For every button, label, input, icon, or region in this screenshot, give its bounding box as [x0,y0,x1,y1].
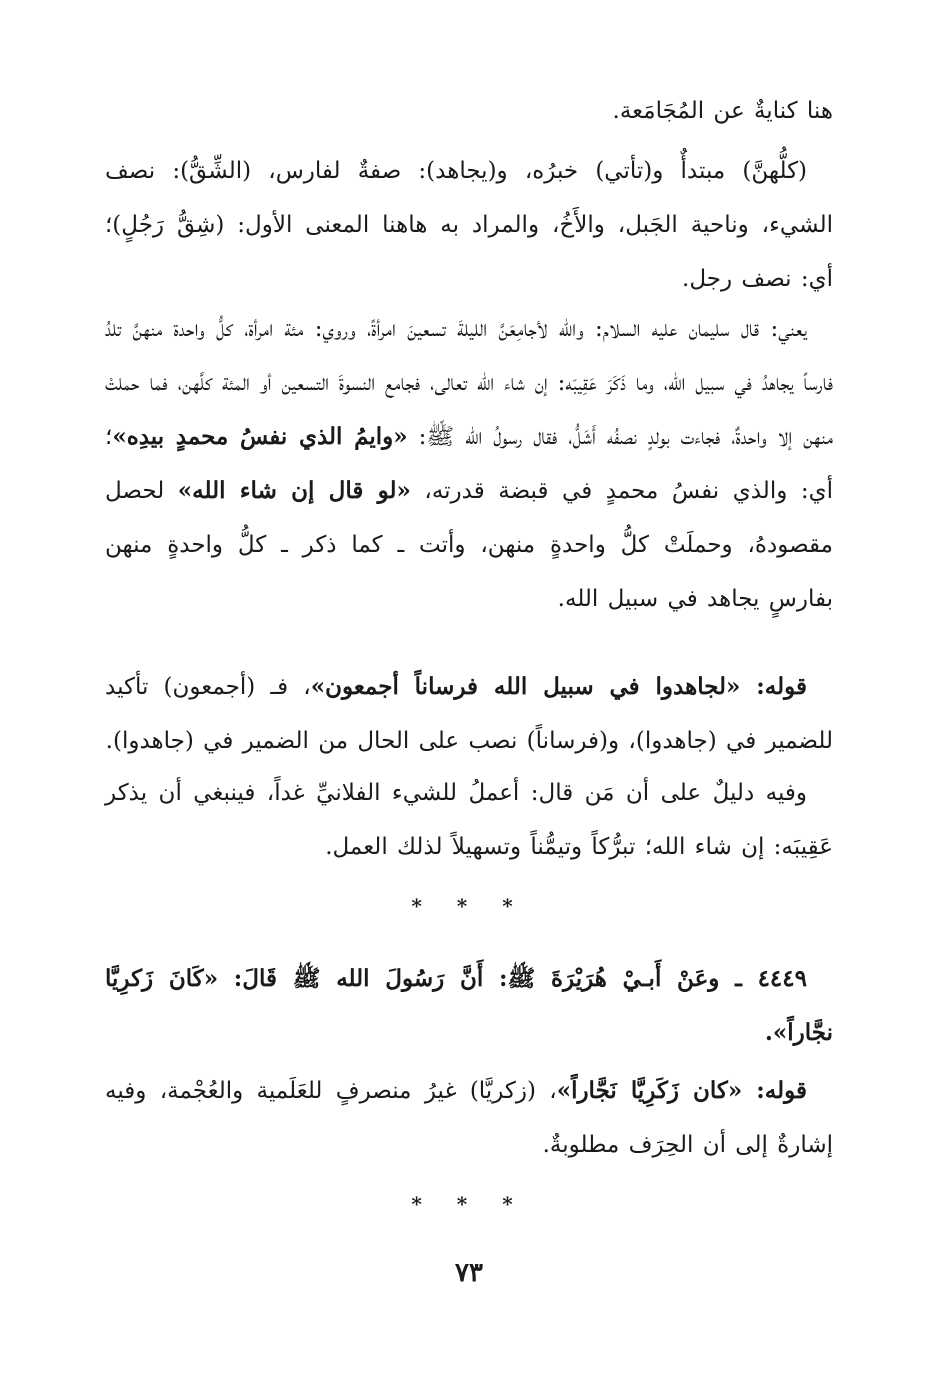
paragraph-text [105,1064,833,1172]
paragraph-text [105,302,833,626]
paragraph-4 [105,660,833,768]
text-segment: قوله: [742,1077,807,1104]
paragraph-1 [105,84,833,138]
paragraph-3 [105,302,833,626]
text-segment: وفيه دليلٌ على أن مَن قال: أعملُ للشيء الفلانيِّ غداً، فينبغي أن يذكر عَقِيبَه: إن شاء الله؛ تبرُّكاً وتيمُّناً وتسهيلاً لذلك العمل. [105,780,833,860]
paragraph-2 [105,144,833,306]
paragraph-5 [105,766,833,874]
page-number: ٧٣ [455,1258,483,1288]
hadith-quote: «وايمُ الذي نفسُ محمدٍ بيدِه» [112,423,408,450]
paragraph-6 [105,952,833,1060]
hadith-quote: «لجاهدوا في سبيل الله فرساناً أجمعون» [310,673,741,700]
text-segment: يعني: قال سليمان عليه السلام: والله لأجامِعَنَّ الليلةَ تسعينَ امرأةً، وروي: مئة امرأة، كلُّ واحدة منهنَّ تلدُ فارساً يجاهدُ في سبيل الله، وما ذَكَرَ عَقِيبَه: إن شاء الله تعالى، فجامع النسوةَ التسعين أو المئة كلَّهن، فما حملتْ منهن إلا واحدةٌ، فجاءت بولدٍ نصفُه أَشَلُّ، فقال رسولُ الله ﷺ: [105,316,833,450]
text-segment: ، (زكريَّا) غيرُ منصرفٍ للعَلَمية والعُجْمة، وفيه إشارةٌ إلى أن الحِرَف مطلوبةٌ. [105,1078,833,1158]
section-separator: * * * [411,894,527,918]
text-segment: هنا كنايةٌ عن المُجَامَعة. [612,98,833,124]
text-segment: ؛ أي: والذي نفسُ محمدٍ في قبضة قدرته، [105,424,834,504]
hadith-quote: «لو قال إن شاء الله» [177,477,411,504]
hadith-quote: «كان زَكَرِيَّا نَجَّاراً» [556,1077,743,1104]
text-segment: قوله: [740,673,807,700]
paragraph-text [105,84,833,138]
text-segment: ، فـ (أجمعون) تأكيد للضمير في (جاهدوا)، و(فرساناً) نصب على الحال من الضمير في (جاهدوا). [105,674,833,754]
hadith-heading [105,952,833,1060]
section-separator: * * * [411,1192,527,1216]
text-segment: ٤٤٤٩ ـ وعَنْ أَبـيْ هُرَيْرَةَ ﷺ: أَنَّ رَسُولَ الله ﷺ قَالَ: «كَانَ زَكرِيَّا نجَّاراً». [105,965,833,1046]
text-segment: لحصل مقصودهُ، وحملَتْ كلُّ واحدةٍ منهن، وأتت ـ كما ذكر ـ كلُّ واحدةٍ منهن بفارسٍ يجاهد في سبيل الله. [105,478,833,612]
paragraph-7 [105,1064,833,1172]
paragraph-text [105,766,833,874]
text-segment: (كلُّهنَّ) مبتدأٌ و(تأتي) خبرُه، و(يجاهد): صفةٌ لفارس، (الشِّقُّ): نصف الشيء، وناحية الجَبل، والأَخُ، والمراد به هاهنا المعنى الأول: (شِقُّ رَجُلٍ)؛ أي: نصف رجل. [105,158,833,292]
paragraph-text [105,144,833,306]
paragraph-text [105,660,833,768]
